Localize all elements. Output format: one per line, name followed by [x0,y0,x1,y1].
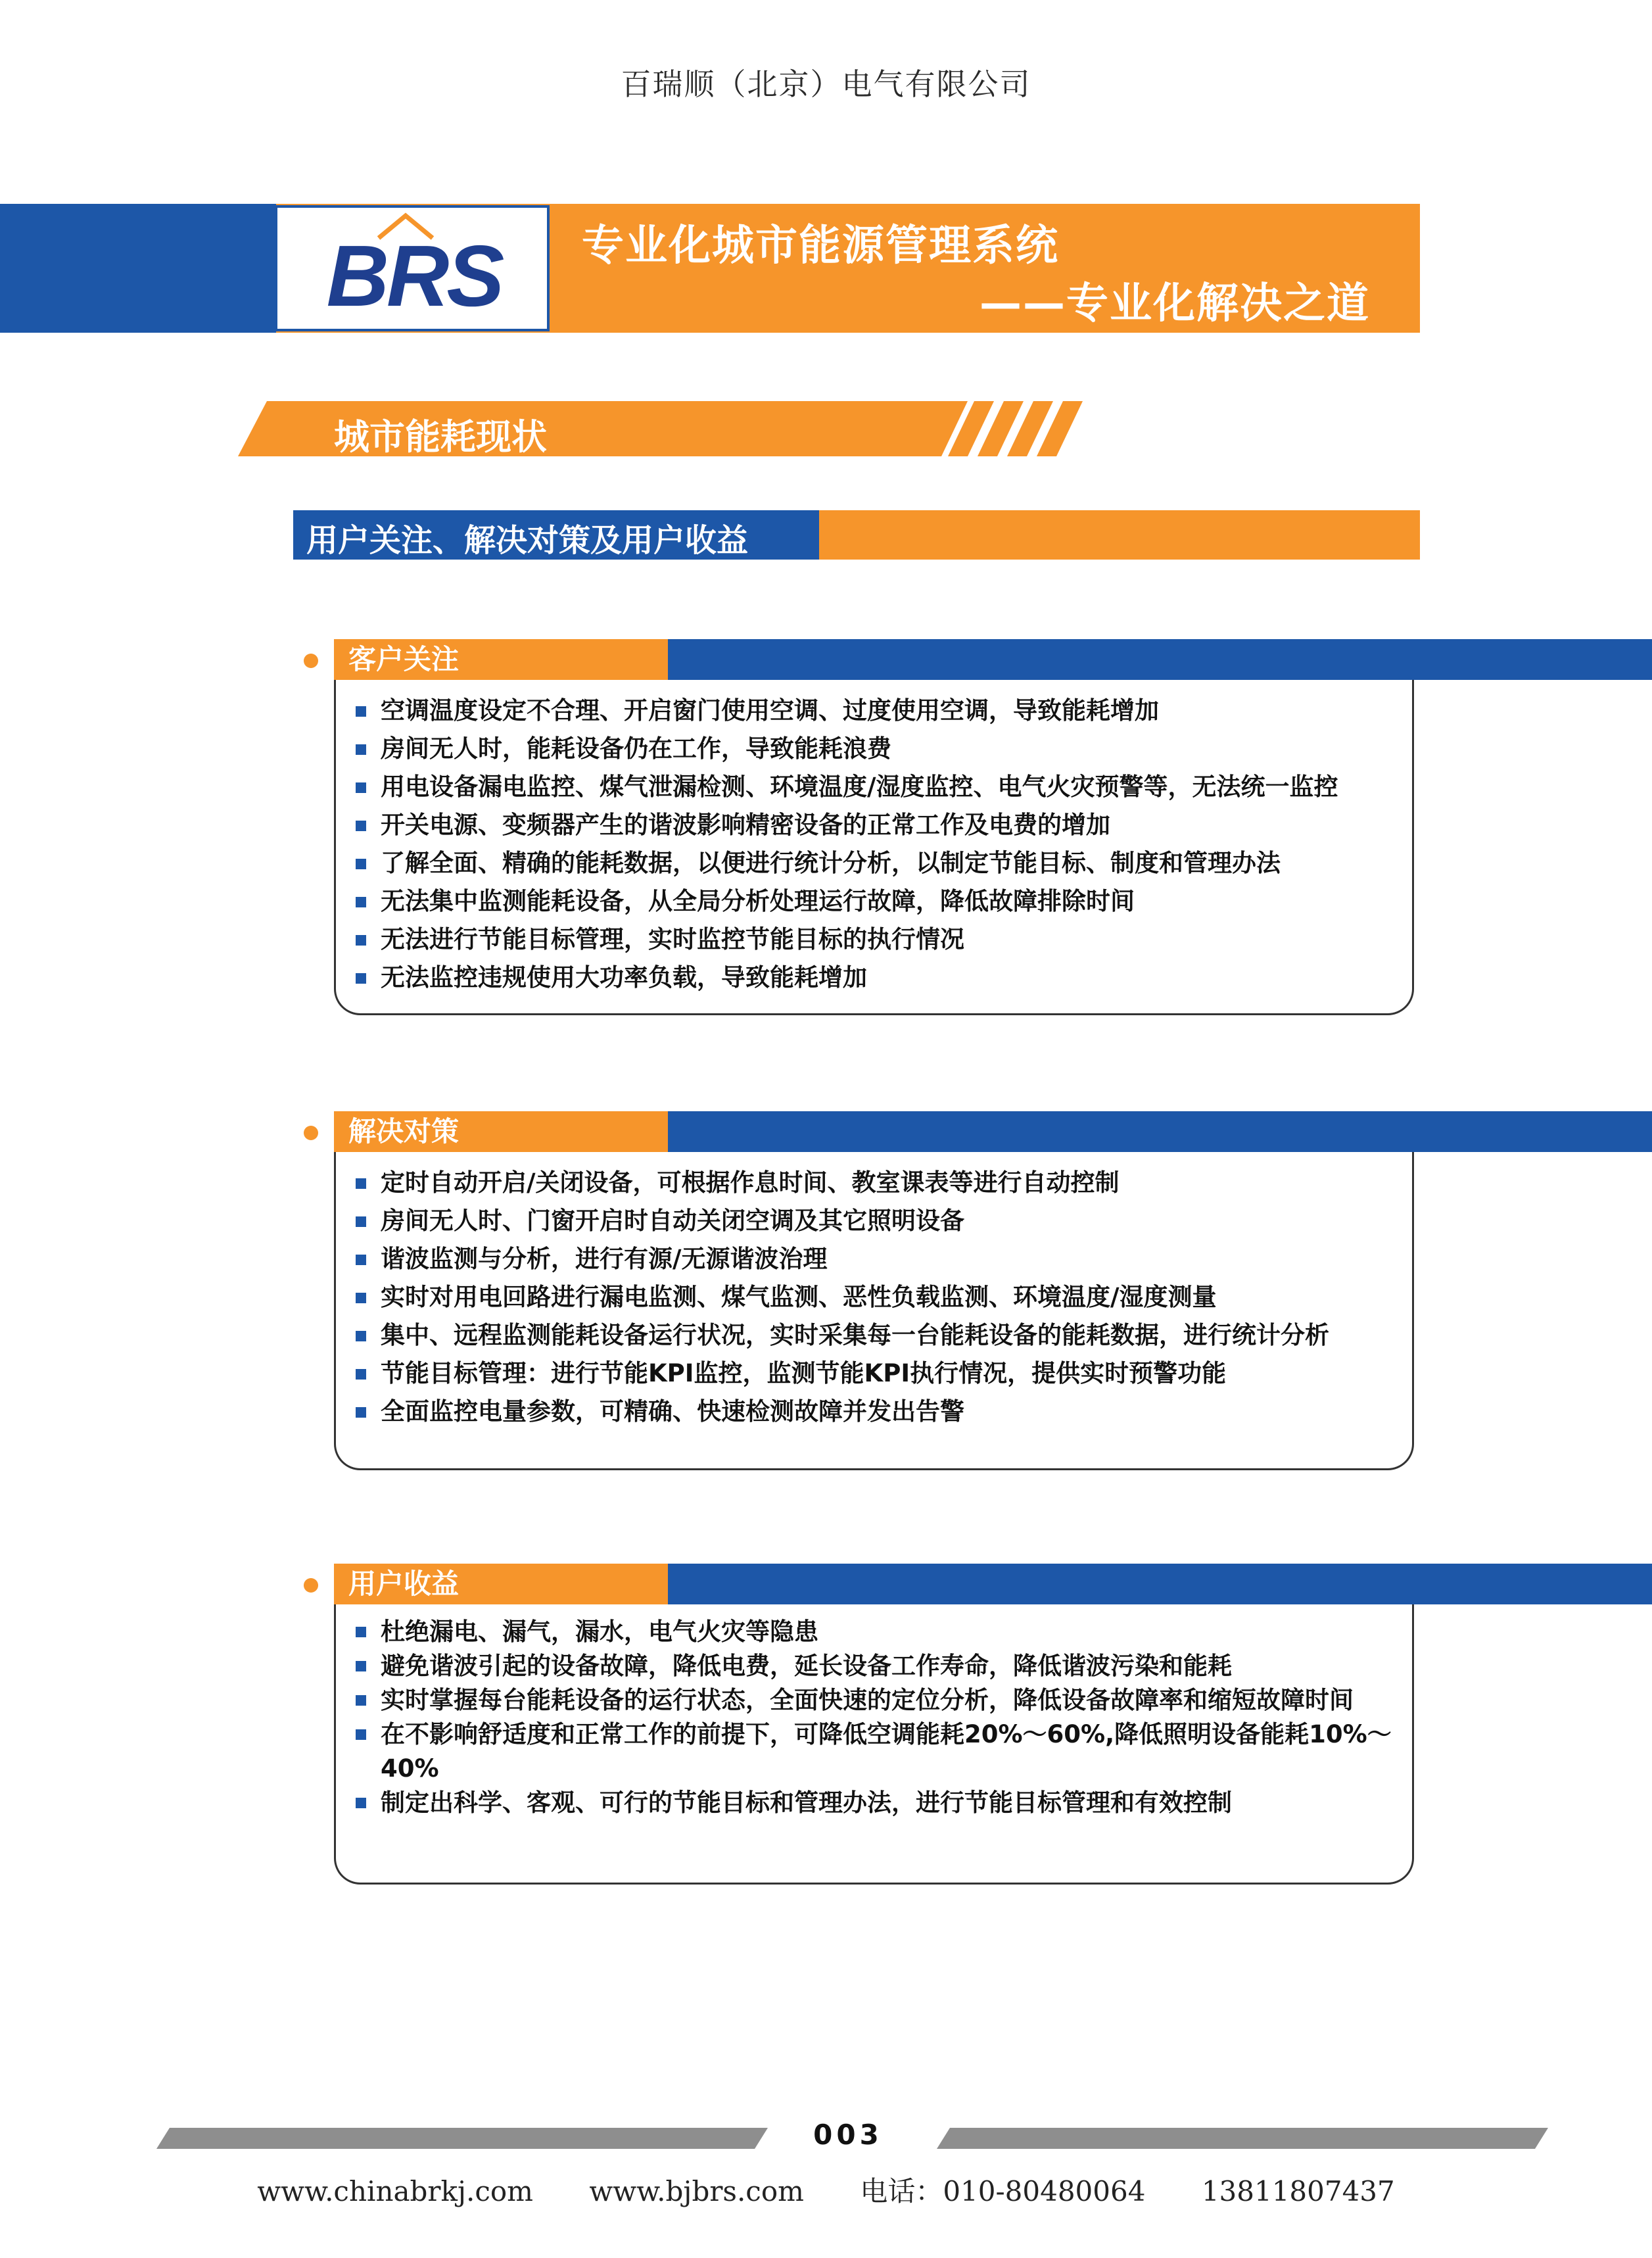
footer-stripe-left [156,2128,768,2149]
square-bullet-icon [356,973,366,984]
footer-contact [0,2170,1652,2209]
website-link-1[interactable]: www.chinabrkj.com [257,2175,533,2207]
bullet-dot-icon [304,1126,318,1140]
list-item: 房间无人时、门窗开启时自动关闭空调及其它照明设备 [350,1202,1412,1240]
square-bullet-icon [356,1729,366,1740]
list-item: 杜绝漏电、漏气，漏水，电气火灾等隐患 [350,1615,1399,1649]
square-bullet-icon [356,821,366,831]
square-bullet-icon [356,706,366,717]
bullet-dot-icon [304,1578,318,1593]
panel-label-concerns: 客户关注 [348,643,460,675]
square-bullet-icon [356,1627,366,1637]
footer-stripe-right [937,2128,1548,2149]
section-title: 城市能耗现状 [334,416,547,458]
list-item: 用电设备漏电监控、煤气泄漏检测、环境温度/湿度监控、电气火灾预警等，无法统一监控 [350,768,1412,806]
brs-logo [275,205,550,331]
mobile-number: 13811807437 [1201,2175,1395,2207]
square-bullet-icon [356,1695,366,1706]
square-bullet-icon [356,744,366,755]
list-item: 避免谐波引起的设备故障，降低电费，延长设备工作寿命，降低谐波污染和能耗 [350,1649,1399,1683]
list-item: 了解全面、精确的能耗数据，以便进行统计分析，以制定节能目标、制度和管理办法 [350,844,1412,882]
list-item: 空调温度设定不合理、开启窗门使用空调、过度使用空调，导致能耗增加 [350,692,1412,730]
list-item: 节能目标管理：进行节能KPI监控，监测节能KPI执行情况，提供实时预警功能 [350,1355,1412,1393]
square-bullet-icon [356,1798,366,1808]
phone-number: 电话：010-80480064 [860,2175,1146,2207]
list-item: 开关电源、变频器产生的谐波影响精密设备的正常工作及电费的增加 [350,806,1412,844]
square-bullet-icon [356,1331,366,1341]
square-bullet-icon [356,1178,366,1189]
list-item: 实时掌握每台能耗设备的运行状态，全面快速的定位分析，降低设备故障率和缩短故障时间 [350,1683,1399,1718]
subheading-orange-bar [819,510,1420,560]
list-item: 无法监控违规使用大功率负载，导致能耗增加 [350,959,1412,997]
company-name: 百瑞顺（北京）电气有限公司 [621,66,1031,102]
square-bullet-icon [356,859,366,869]
panel-body-benefits [334,1604,1414,1885]
square-bullet-icon [356,782,366,793]
square-bullet-icon [356,897,366,907]
list-item: 集中、远程监测能耗设备运行状况，实时采集每一台能耗设备的能耗数据，进行统计分析 [350,1316,1412,1355]
list-item: 定时自动开启/关闭设备，可根据作息时间、教室课表等进行自动控制 [350,1164,1412,1202]
list-item: 房间无人时，能耗设备仍在工作，导致能耗浪费 [350,730,1412,768]
bullet-dot-icon [304,654,318,668]
panel-label-benefits: 用户收益 [348,1568,460,1600]
banner-subtitle: ——专业化解决之道 [979,279,1370,328]
list-item: 无法进行节能目标管理，实时监控节能目标的执行情况 [350,921,1412,959]
list-item: 全面监控电量参数，可精确、快速检测故障并发出告警 [350,1393,1412,1431]
panel-body-solutions [334,1152,1414,1470]
square-bullet-icon [356,1293,366,1303]
square-bullet-icon [356,1216,366,1227]
square-bullet-icon [356,1407,366,1418]
subheading-title: 用户关注、解决对策及用户收益 [306,522,749,559]
panel-header-concerns [334,639,1652,680]
square-bullet-icon [356,1661,366,1671]
square-bullet-icon [356,935,366,946]
banner-title: 专业化城市能源管理系统 [582,222,1059,270]
panel-header-solutions [334,1111,1652,1152]
list-item: 谐波监测与分析，进行有源/无源谐波治理 [350,1240,1412,1278]
list-item: 在不影响舒适度和正常工作的前提下，可降低空调能耗20%～60%,降低照明设备能耗10%～40% [350,1718,1399,1786]
list-item: 制定出科学、客观、可行的节能目标和管理办法，进行节能目标管理和有效控制 [350,1786,1399,1820]
website-link-2[interactable]: www.bjbrs.com [589,2175,804,2207]
page-number: 003 [813,2119,883,2151]
square-bullet-icon [356,1369,366,1380]
list-item: 实时对用电回路进行漏电监测、煤气监测、恶性负载监测、环境温度/湿度测量 [350,1278,1412,1316]
panel-body-concerns [334,680,1414,1015]
square-bullet-icon [356,1255,366,1265]
panel-label-solutions: 解决对策 [348,1115,460,1147]
logo-text: BRS [326,228,502,324]
banner-blue-band [0,204,276,333]
list-item: 无法集中监测能耗设备，从全局分析处理运行故障，降低故障排除时间 [350,882,1412,921]
panel-header-benefits [334,1564,1652,1604]
